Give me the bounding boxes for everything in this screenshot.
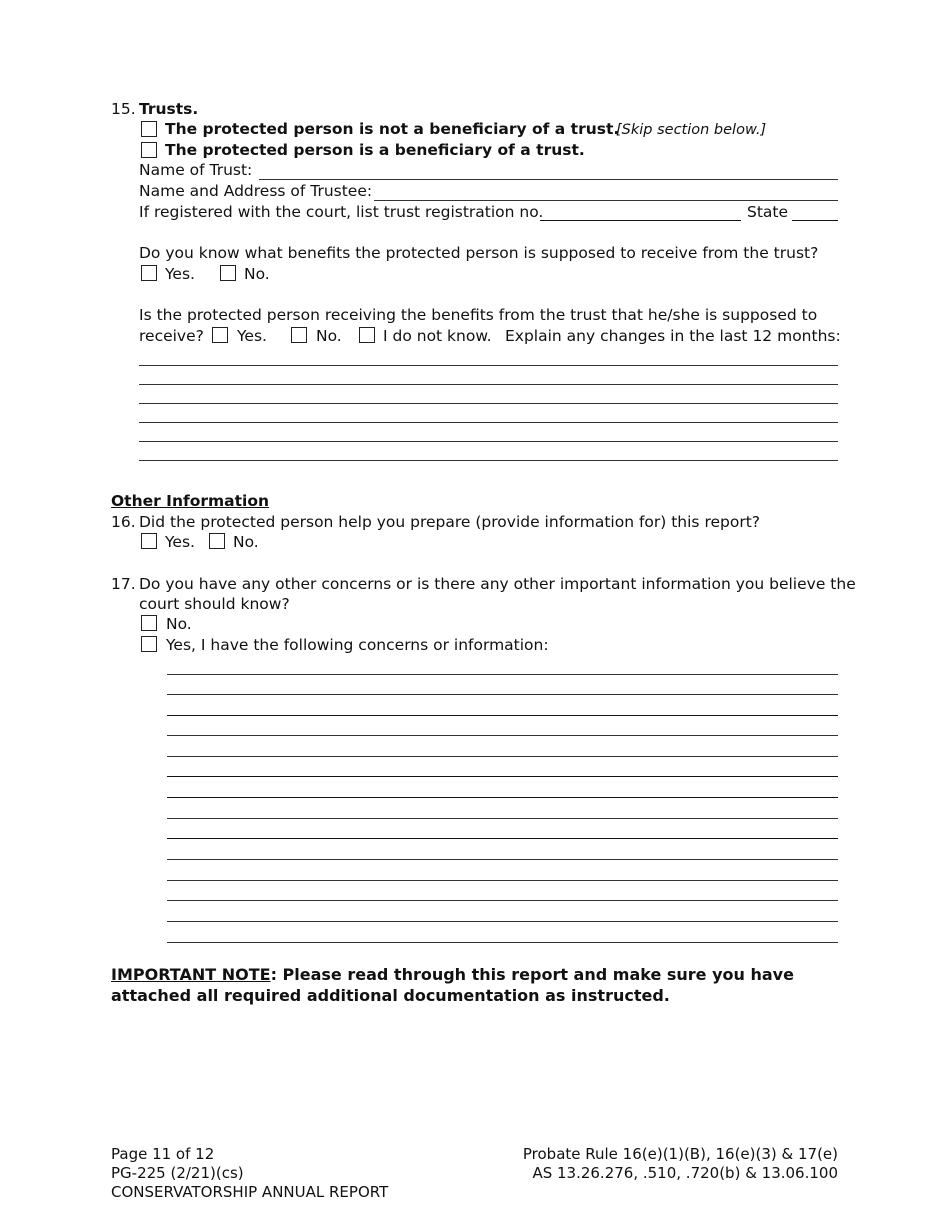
concerns-line[interactable] [167,942,838,943]
concerns-line[interactable] [167,674,838,675]
explain-line[interactable] [139,422,838,423]
q17-no-checkbox[interactable] [141,615,157,631]
benefits-yes-checkbox[interactable] [141,265,157,281]
name-of-trust-field[interactable] [259,179,838,180]
state-label: State [747,203,789,221]
registration-label: If registered with the court, list trust registration no. [139,203,544,221]
other-info-heading: Other Information [111,492,270,510]
is-beneficiary-label: The protected person is a beneficiary of a trust. [165,141,585,159]
q15-number: 15. [111,100,136,118]
important-note-label: IMPORTANT NOTE [111,965,271,984]
skip-note: [Skip section below.] [616,122,767,138]
concerns-line[interactable] [167,900,838,901]
trustee-field[interactable] [374,200,838,201]
concerns-line[interactable] [167,776,838,777]
registration-number-field[interactable] [540,220,741,221]
explain-label: Explain any changes in the last 12 months: [505,327,841,345]
benefits-no-checkbox[interactable] [220,265,236,281]
footer-page: Page 11 of 12 [111,1145,215,1163]
concerns-line[interactable] [167,797,838,798]
explain-line[interactable] [139,365,838,366]
important-note-line2: attached all required additional documentation as instructed. [111,986,670,1005]
name-of-trust-label: Name of Trust: [139,161,253,179]
q16-no-checkbox[interactable] [209,533,225,549]
q16-number: 16. [111,513,136,531]
q15-title: Trusts. [139,100,199,118]
not-beneficiary-label: The protected person is not a beneficiary of a trust. [165,120,620,138]
important-note-text1: : Please read through this report and make sure you have [270,965,794,984]
explain-line[interactable] [139,403,838,404]
q17-number: 17. [111,575,136,593]
q17-question-line2: court should know? [139,595,290,613]
q16-question: Did the protected person help you prepare (provide information for) this report? [139,513,761,531]
trustee-label: Name and Address of Trustee: [139,182,373,200]
concerns-line[interactable] [167,838,838,839]
receiving-dont-know-checkbox[interactable] [359,327,375,343]
important-note-line1 [111,965,794,985]
benefits-no-label: No. [244,265,270,283]
q16-no-label: No. [233,533,259,551]
state-field[interactable] [792,220,838,221]
concerns-line[interactable] [167,715,838,716]
explain-line[interactable] [139,384,838,385]
receiving-dont-know-label: I do not know. [383,327,492,345]
q16-yes-label: Yes. [165,533,195,551]
concerns-line[interactable] [167,880,838,881]
receiving-yes-checkbox[interactable] [212,327,228,343]
q16-yes-checkbox[interactable] [141,533,157,549]
receiving-question-prefix: receive? [139,327,204,345]
concerns-line[interactable] [167,735,838,736]
concerns-line[interactable] [167,921,838,922]
concerns-line[interactable] [167,756,838,757]
receiving-no-checkbox[interactable] [291,327,307,343]
footer-rule: Probate Rule 16(e)(1)(B), 16(e)(3) & 17(e) [522,1145,838,1163]
is-beneficiary-checkbox[interactable] [141,142,157,158]
explain-line[interactable] [139,441,838,442]
benefits-yes-label: Yes. [165,265,195,283]
explain-line[interactable] [139,460,838,461]
footer-form-title: CONSERVATORSHIP ANNUAL REPORT [111,1183,389,1201]
q17-yes-label: Yes, I have the following concerns or information: [166,636,549,654]
receiving-yes-label: Yes. [237,327,267,345]
footer-statute: AS 13.26.276, .510, .720(b) & 13.06.100 [532,1164,838,1182]
footer-form-id: PG-225 (2/21)(cs) [111,1164,244,1182]
receiving-no-label: No. [316,327,342,345]
benefits-question: Do you know what benefits the protected person is supposed to receive from the trust? [139,244,819,262]
concerns-line[interactable] [167,859,838,860]
q17-question-line1: Do you have any other concerns or is there any other important information you believe the [139,575,856,593]
not-beneficiary-checkbox[interactable] [141,121,157,137]
receiving-question: Is the protected person receiving the benefits from the trust that he/she is supposed to [139,306,818,324]
concerns-line[interactable] [167,694,838,695]
q17-no-label: No. [166,615,192,633]
q17-yes-checkbox[interactable] [141,636,157,652]
concerns-line[interactable] [167,818,838,819]
